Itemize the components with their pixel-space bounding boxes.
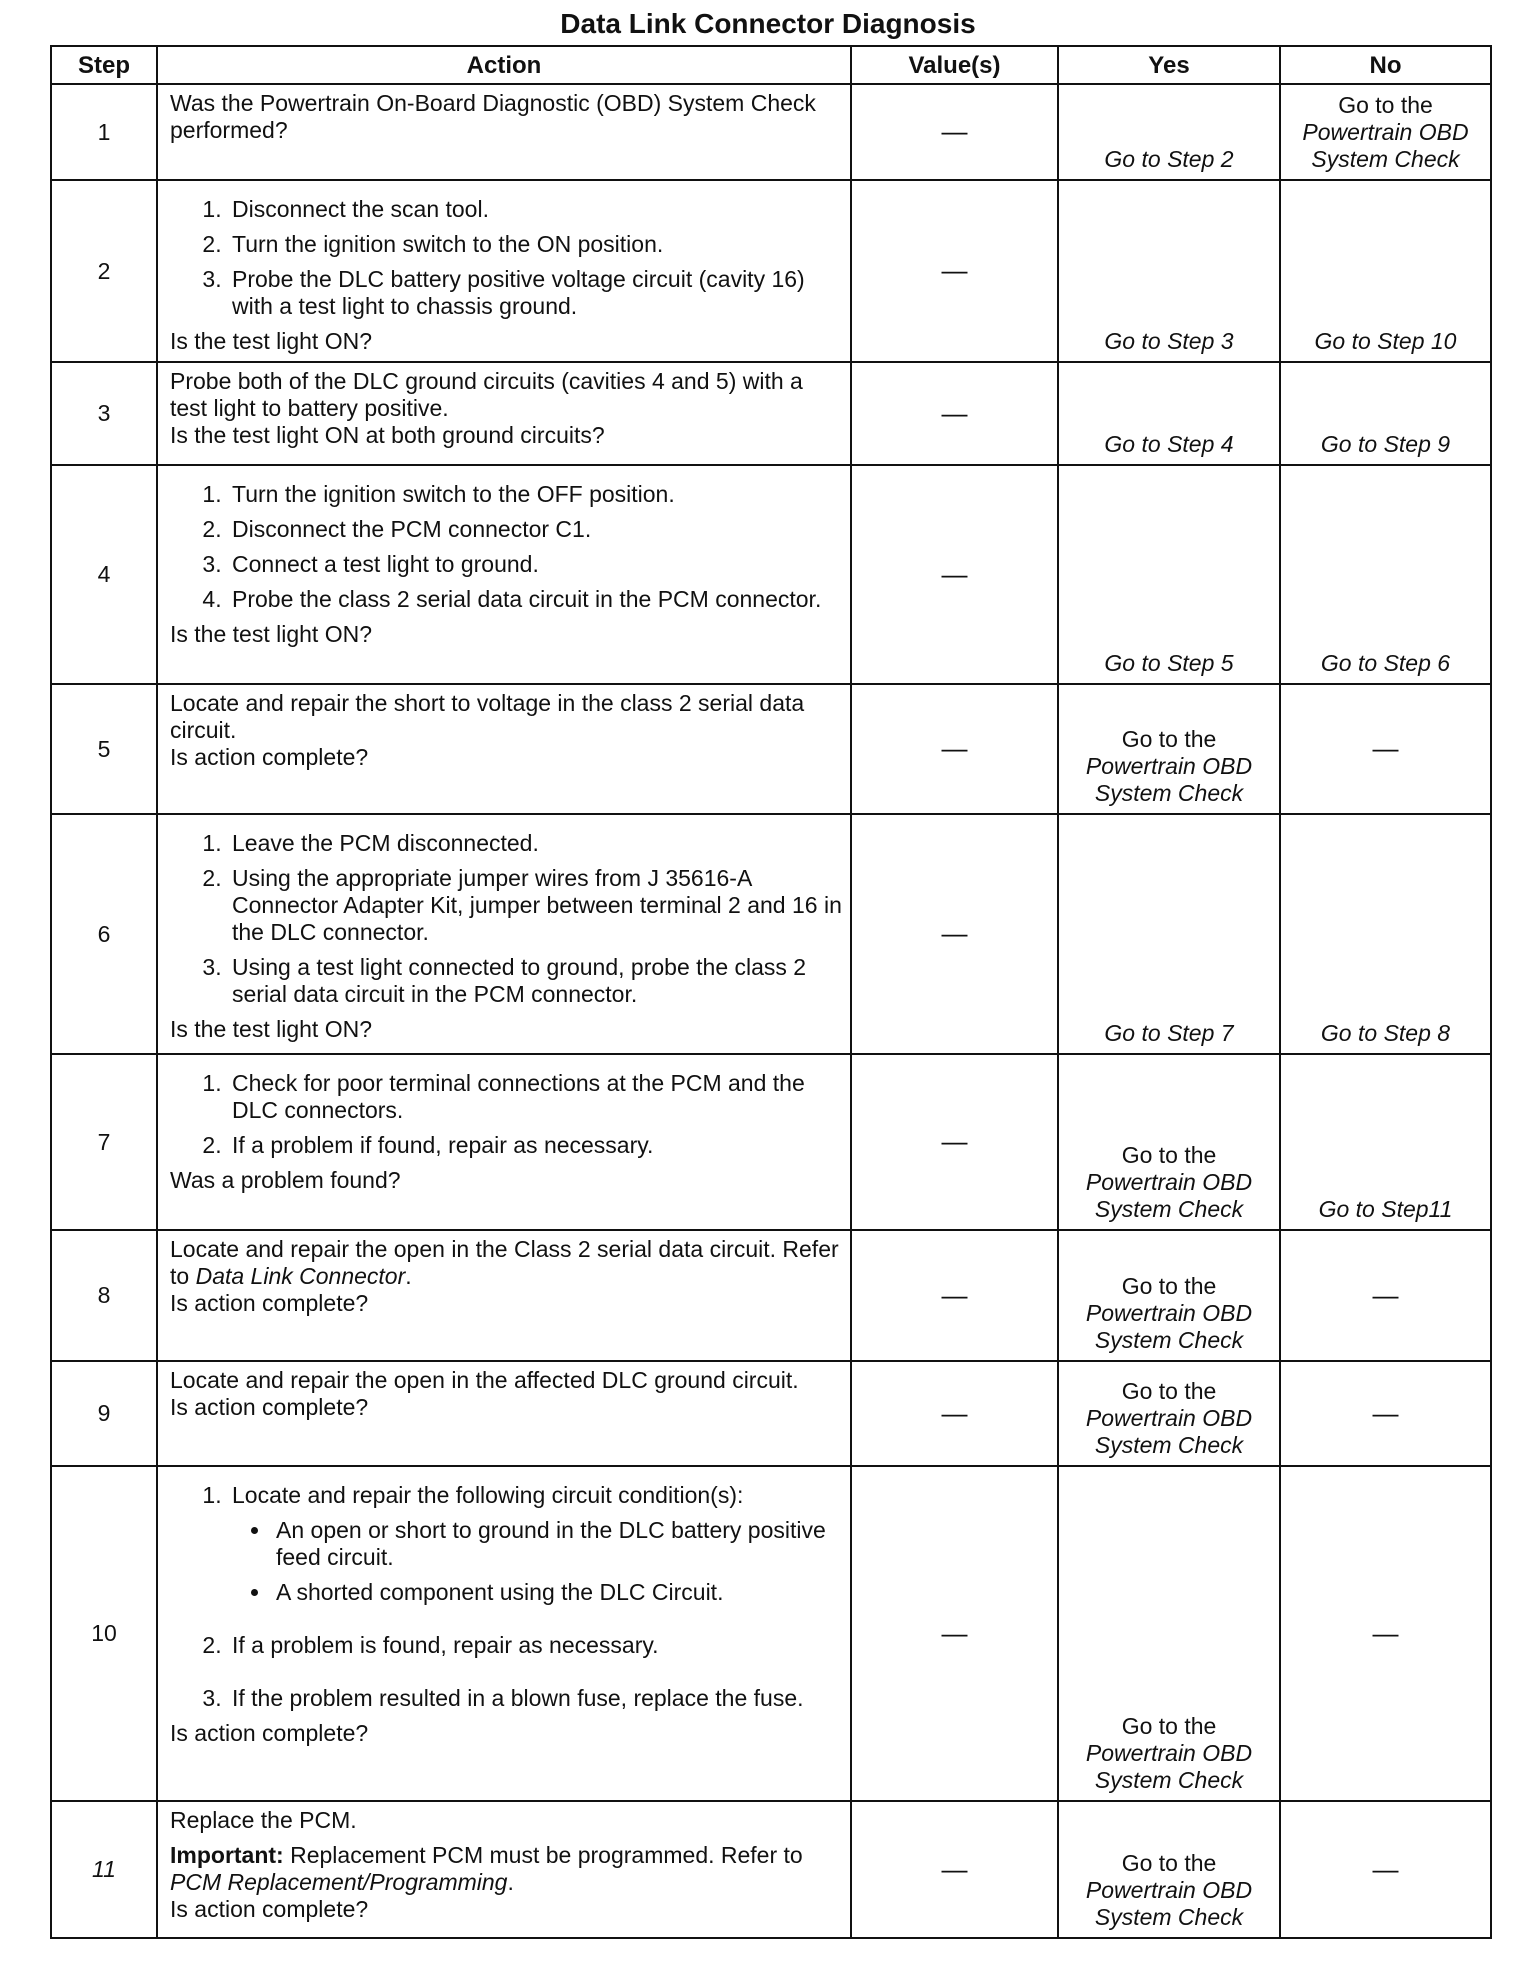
- table-row: [51, 1230, 1491, 1361]
- no-cell: [1280, 1801, 1491, 1938]
- goto-ref: Powertrain OBD: [1302, 119, 1469, 145]
- goto-line: Go to the: [1121, 1142, 1217, 1168]
- goto-ref: System Check: [1094, 780, 1244, 806]
- action-step: 3. Probe the DLC battery positive voltage circuit (cavity 16) with a test light to chassis ground.: [228, 266, 842, 320]
- no-goto: Go to Step11: [1318, 1196, 1453, 1222]
- page-title: Data Link Connector Diagnosis: [560, 8, 976, 39]
- action-step: 1. Turn the ignition switch to the OFF position.: [228, 481, 842, 508]
- table-row: [51, 1054, 1491, 1230]
- action-cell: [157, 1801, 851, 1938]
- value-cell: [851, 1230, 1058, 1361]
- action-steps: [170, 196, 842, 328]
- action-cell: [157, 814, 851, 1054]
- goto-line: Go to the: [1121, 1378, 1217, 1404]
- no-goto: Go to Step 6: [1320, 650, 1451, 676]
- goto-ref: System Check: [1094, 1432, 1244, 1458]
- value-dash: —: [941, 255, 968, 285]
- yes-cell: [1058, 1801, 1280, 1938]
- value-cell: [851, 684, 1058, 814]
- action-cell: [157, 362, 851, 465]
- no-cell: [1280, 1466, 1491, 1801]
- action-text: [170, 1236, 842, 1290]
- action-question: Is the test light ON?: [170, 621, 372, 647]
- no-cell: [1280, 1361, 1491, 1466]
- value-cell: [851, 465, 1058, 684]
- action-step: 3. Using a test light connected to ground, probe the class 2 serial data circuit in the PCM connector.: [228, 954, 842, 1008]
- no-dash: —: [1372, 733, 1399, 763]
- step-number: 9: [51, 1361, 157, 1466]
- action-cell: [157, 1466, 851, 1801]
- action-question: Is action complete?: [170, 1896, 369, 1922]
- action-step: 1. Check for poor terminal connections at the PCM and the DLC connectors.: [228, 1070, 842, 1124]
- action-question: Is the test light ON?: [170, 328, 372, 354]
- value-dash: —: [941, 1397, 968, 1428]
- action-cell: [157, 180, 851, 362]
- step-number: 5: [51, 684, 157, 814]
- action-cell: [157, 84, 851, 180]
- no-goto: Go to Step 10: [1314, 328, 1457, 354]
- value-cell: [851, 814, 1058, 1054]
- value-cell: [851, 1054, 1058, 1230]
- step-number: 11: [51, 1801, 157, 1938]
- action-step: 2. If a problem is found, repair as necessary.: [228, 1632, 842, 1659]
- action-steps: [170, 1482, 842, 1720]
- action-question: Is the test light ON at both ground circuits?: [170, 422, 605, 448]
- goto-ref: Powertrain OBD: [1085, 1169, 1253, 1195]
- action-step: 3. Connect a test light to ground.: [228, 551, 842, 578]
- step-number: 4: [51, 465, 157, 684]
- yes-goto: Go to Step 4: [1104, 431, 1234, 457]
- step-number: 6: [51, 814, 157, 1054]
- header-values: Value(s): [851, 46, 1058, 84]
- no-cell: [1280, 180, 1491, 362]
- goto-ref: System Check: [1311, 146, 1460, 172]
- no-cell: [1280, 814, 1491, 1054]
- yes-cell: [1058, 180, 1280, 362]
- action-text-end: .: [405, 1263, 412, 1289]
- action-question: Was a problem found?: [170, 1167, 401, 1193]
- action-steps: [170, 1070, 842, 1167]
- step-number: 10: [51, 1466, 157, 1801]
- no-cell: [1280, 362, 1491, 465]
- value-cell: [851, 1466, 1058, 1801]
- action-step: 2. Disconnect the PCM connector C1.: [228, 516, 842, 543]
- yes-goto: Go to Step 7: [1104, 1020, 1234, 1046]
- action-text: Locate and repair the short to voltage in the class 2 serial data circuit.: [170, 690, 805, 743]
- goto-line: Go to the: [1121, 1273, 1217, 1299]
- condition-item: • An open or short to ground in the DLC battery positive feed circuit.: [272, 1517, 842, 1571]
- goto-line: Go to the: [1338, 92, 1433, 118]
- table-row: [51, 1466, 1491, 1801]
- action-question: Is action complete?: [170, 744, 369, 770]
- value-dash: —: [941, 1126, 968, 1156]
- action-question: Is the test light ON?: [170, 1016, 372, 1042]
- yes-cell: [1058, 1230, 1280, 1361]
- action-step: 1. Disconnect the scan tool.: [228, 196, 842, 223]
- step-number: 8: [51, 1230, 157, 1361]
- no-dash: —: [1372, 1397, 1399, 1428]
- table-row: [51, 465, 1491, 684]
- yes-cell: [1058, 84, 1280, 180]
- no-cell: [1280, 684, 1491, 814]
- no-dash: —: [1372, 1853, 1399, 1884]
- header-action: Action: [157, 46, 851, 84]
- table-row: [51, 1801, 1491, 1938]
- goto-ref: Powertrain OBD: [1085, 753, 1253, 779]
- action-reference: Data Link Connector: [195, 1263, 406, 1289]
- step-number: 3: [51, 362, 157, 465]
- value-cell: [851, 180, 1058, 362]
- value-dash: —: [941, 558, 968, 589]
- table-row: [51, 84, 1491, 180]
- yes-cell: [1058, 1361, 1280, 1466]
- diagnosis-table: [50, 45, 1492, 1939]
- action-steps: [170, 830, 842, 1016]
- condition-item: • A shorted component using the DLC Circuit.: [272, 1579, 842, 1606]
- yes-goto: Go to Step 3: [1104, 328, 1234, 354]
- yes-cell: [1058, 1054, 1280, 1230]
- no-goto: Go to Step 8: [1320, 1020, 1451, 1046]
- no-dash: —: [1372, 1617, 1399, 1648]
- value-cell: [851, 84, 1058, 180]
- header-row: [51, 46, 1491, 84]
- value-cell: [851, 1801, 1058, 1938]
- important-note: [170, 1842, 842, 1896]
- header-yes: Yes: [1058, 46, 1280, 84]
- goto-ref: System Check: [1094, 1196, 1244, 1222]
- action-step: 2. Turn the ignition switch to the ON position.: [228, 231, 842, 258]
- value-dash: —: [941, 918, 968, 948]
- goto-ref: System Check: [1094, 1904, 1244, 1930]
- table-row: [51, 814, 1491, 1054]
- header-no: No: [1280, 46, 1491, 84]
- value-dash: —: [941, 1279, 968, 1310]
- action-step: 2. If a problem if found, repair as necessary.: [228, 1132, 842, 1159]
- goto-line: Go to the: [1121, 726, 1217, 752]
- action-step: [228, 1482, 842, 1606]
- important-text: Replacement PCM must be programmed. Refer to: [290, 1842, 803, 1868]
- goto-line: Go to the: [1121, 1850, 1217, 1876]
- step-number: 1: [51, 84, 157, 180]
- action-step: 2. Using the appropriate jumper wires from J 35616-A Connector Adapter Kit, jumper between terminal 2 and 16 in the DLC connector.: [228, 865, 842, 946]
- action-cell: [157, 1230, 851, 1361]
- value-dash: —: [941, 1853, 968, 1884]
- table-row: [51, 362, 1491, 465]
- action-text: Probe both of the DLC ground circuits (cavities 4 and 5) with a test light to battery positive.: [170, 368, 803, 421]
- important-end: .: [507, 1869, 514, 1895]
- goto-ref: System Check: [1094, 1767, 1244, 1793]
- action-text-main: Locate and repair the open in the Class 2 serial data circuit. Refer to: [170, 1236, 839, 1289]
- yes-goto: Go to Step 2: [1104, 146, 1234, 172]
- important-label: Important:: [170, 1842, 284, 1868]
- action-text: Replace the PCM.: [170, 1807, 357, 1833]
- goto-ref: Powertrain OBD: [1085, 1877, 1253, 1903]
- action-step: 1. Leave the PCM disconnected.: [228, 830, 842, 857]
- goto-ref: System Check: [1094, 1327, 1244, 1353]
- action-text: Was the Powertrain On-Board Diagnostic (OBD) System Check performed?: [170, 90, 816, 143]
- no-goto: Go to Step 9: [1320, 431, 1451, 457]
- yes-cell: [1058, 1466, 1280, 1801]
- table-row: [51, 1361, 1491, 1466]
- action-step: 4. Probe the class 2 serial data circuit in the PCM connector.: [228, 586, 842, 613]
- goto-ref: Powertrain OBD: [1085, 1740, 1253, 1766]
- condition-list: [232, 1517, 842, 1606]
- table-row: [51, 180, 1491, 362]
- goto-ref: Powertrain OBD: [1085, 1405, 1253, 1431]
- important-reference: PCM Replacement/Programming: [170, 1869, 508, 1895]
- value-dash: —: [941, 116, 968, 146]
- action-cell: [157, 1054, 851, 1230]
- no-dash: —: [1372, 1279, 1399, 1310]
- yes-cell: [1058, 684, 1280, 814]
- no-cell: [1280, 465, 1491, 684]
- action-question: Is action complete?: [170, 1394, 369, 1420]
- action-text: Locate and repair the open in the affected DLC ground circuit.: [170, 1367, 799, 1393]
- action-cell: [157, 465, 851, 684]
- no-cell: [1280, 1230, 1491, 1361]
- action-cell: [157, 1361, 851, 1466]
- yes-cell: [1058, 465, 1280, 684]
- step-number: 7: [51, 1054, 157, 1230]
- no-cell: [1280, 84, 1491, 180]
- value-cell: [851, 362, 1058, 465]
- table-row: [51, 684, 1491, 814]
- yes-cell: [1058, 362, 1280, 465]
- value-dash: —: [941, 733, 968, 763]
- value-cell: [851, 1361, 1058, 1466]
- action-cell: [157, 684, 851, 814]
- header-step: Step: [51, 46, 157, 84]
- no-cell: [1280, 1054, 1491, 1230]
- goto-ref: Powertrain OBD: [1085, 1300, 1253, 1326]
- value-dash: —: [941, 1617, 968, 1648]
- action-question: Is action complete?: [170, 1290, 369, 1316]
- value-dash: —: [941, 397, 968, 428]
- action-steps: [170, 481, 842, 621]
- yes-cell: [1058, 814, 1280, 1054]
- action-question: Is action complete?: [170, 1720, 369, 1746]
- action-step: 3. If the problem resulted in a blown fuse, replace the fuse.: [228, 1685, 842, 1712]
- goto-line: Go to the: [1121, 1713, 1217, 1739]
- yes-goto: Go to Step 5: [1104, 650, 1234, 676]
- step-number: 2: [51, 180, 157, 362]
- action-step-text: Locate and repair the following circuit condition(s):: [232, 1482, 744, 1508]
